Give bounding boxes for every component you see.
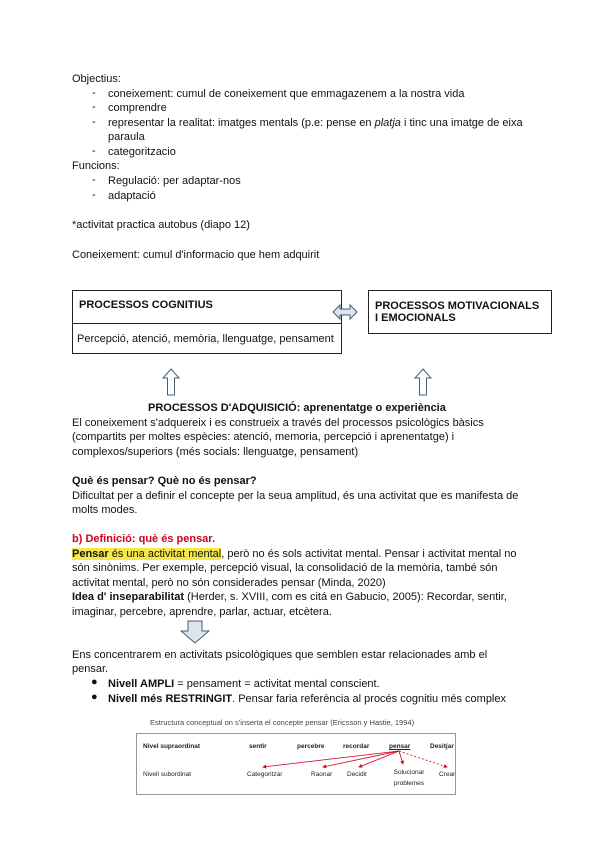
- figure-row1-item: sentir: [249, 743, 267, 750]
- objectius-item-4: categoritzacio: [108, 146, 176, 158]
- adquisicio-line-1: El coneixement s'adquereix i es construeix a través del processos psicològics bàsics: [72, 417, 484, 429]
- concentrarem-line-2: pensar.: [72, 663, 109, 675]
- down-arrow-icon: [180, 620, 210, 644]
- figure-row2-item: Raonar: [311, 771, 333, 778]
- list-dash: -: [92, 101, 96, 113]
- double-arrow-icon: [332, 302, 358, 322]
- figure-row2-item: Solucionar problemes: [393, 769, 425, 787]
- idea-inseparabilitat-line-2: imaginar, percebre, aprendre, parlar, actuar, etcètera.: [72, 606, 332, 618]
- box-processos-cognitius: [72, 290, 342, 354]
- funcions-item-1: Regulació: per adaptar-nos: [108, 175, 241, 187]
- figure-arrows: [137, 734, 455, 794]
- figure-row1-label: Nivel supraordinat: [143, 743, 201, 750]
- que-es-pensar-line-2: molts modes.: [72, 504, 138, 516]
- definicio-line-2: són sinònims. Per exemple, percepció visual, la consolidació de la memòria, també són: [72, 562, 498, 574]
- definicio-title: b) Definició: què és pensar.: [72, 533, 216, 545]
- figure-title: Estructura conceptual on s'inserta el concepte pensar (Ericsson y Hastie, 1994): [150, 718, 415, 727]
- figure-row1-item: percebre: [297, 743, 325, 750]
- list-dash: -: [92, 87, 96, 99]
- box-motivacionals-title-1: PROCESSOS MOTIVACIONALS: [375, 300, 540, 312]
- funcions-heading: Funcions:: [72, 160, 120, 172]
- box-divider: [73, 323, 341, 324]
- adquisicio-line-3: complexos/superiors (més socials: llenguatge, pensament): [72, 446, 359, 458]
- box-motivacionals-title-2: I EMOCIONALS: [375, 312, 456, 324]
- adquisicio-line-2: (compartits per moltes espècies: atenció, memoria, percepció i aprenentatge) i: [72, 431, 455, 443]
- objectius-item-3: representar la realitat: imatges mentals (p.e: pense en platja i tinc una imatge de eixa: [108, 117, 523, 129]
- objectius-item-3-cont: paraula: [108, 131, 145, 143]
- up-arrow-icon: [162, 368, 180, 396]
- definicio-line-1: Pensar és una activitat mental, però no és sols activitat mental. Pensar i activitat mental no: [72, 548, 517, 560]
- figure-arrow: [399, 751, 403, 764]
- activity-note: *activitat practica autobus (diapo 12): [72, 219, 250, 231]
- objectius-heading: Objectius:: [72, 73, 121, 85]
- objectius-item-1: coneixement: cumul de coneixement que emmagazenem a la nostra vida: [108, 88, 465, 100]
- list-dash: -: [92, 174, 96, 186]
- list-dash: -: [92, 189, 96, 201]
- box-cognitius-title: PROCESSOS COGNITIUS: [79, 299, 213, 311]
- list-dash: -: [92, 116, 96, 128]
- figure-conceptual-structure: [136, 733, 456, 795]
- adquisicio-title: PROCESSOS D'ADQUISICIÓ: aprenentatge o experiència: [148, 402, 446, 414]
- bullet-nivell-ampli: Nivell AMPLI = pensament = activitat mental conscient.: [108, 678, 380, 690]
- idea-inseparabilitat: Idea d' inseparabilitat (Herder, s. XVIII, com es citá en Gabucio, 2005): Recordar, sentir,: [72, 591, 507, 603]
- figure-arrow: [399, 751, 447, 767]
- figure-row2-label: Nivell subordinat: [143, 771, 192, 778]
- coneixement-definition: Coneixement: cumul d'informacio que hem adquirit: [72, 249, 320, 261]
- list-dash: -: [92, 145, 96, 157]
- box-processos-motivacionals: [368, 290, 552, 334]
- definicio-line-3: activitat mental, però no són considerades pensar (Minda, 2020): [72, 577, 386, 589]
- figure-row2-item: Crear: [439, 771, 456, 778]
- figure-row2-item: Categoritzar: [247, 771, 283, 778]
- que-es-pensar-line-1: Dificultat per a definir el concepte per la seua amplitud, és una activitat que es manifesta de: [72, 490, 519, 502]
- que-es-pensar-title: Què és pensar? Què no és pensar?: [72, 475, 257, 487]
- figure-row1-item: Desitjar: [430, 743, 454, 750]
- box-cognitius-content: Percepció, atenció, memòria, llenguatge, pensament: [77, 333, 334, 345]
- objectius-item-2: comprendre: [108, 102, 167, 114]
- bullet-icon: ●: [91, 691, 98, 703]
- bullet-nivell-restringit: Nivell més RESTRINGIT. Pensar faria referència al procés cognitiu més complex: [108, 693, 506, 705]
- bullet-icon: ●: [91, 676, 98, 688]
- figure-row2-item: Decidir: [347, 771, 368, 778]
- figure-row1-item: recordar: [343, 743, 370, 750]
- concentrarem-line-1: Ens concentrarem en activitats psicològiques que semblen estar relacionades amb el: [72, 649, 488, 661]
- up-arrow-icon: [414, 368, 432, 396]
- figure-row1-item-pensar: pensar: [389, 743, 411, 750]
- funcions-item-2: adaptació: [108, 190, 156, 202]
